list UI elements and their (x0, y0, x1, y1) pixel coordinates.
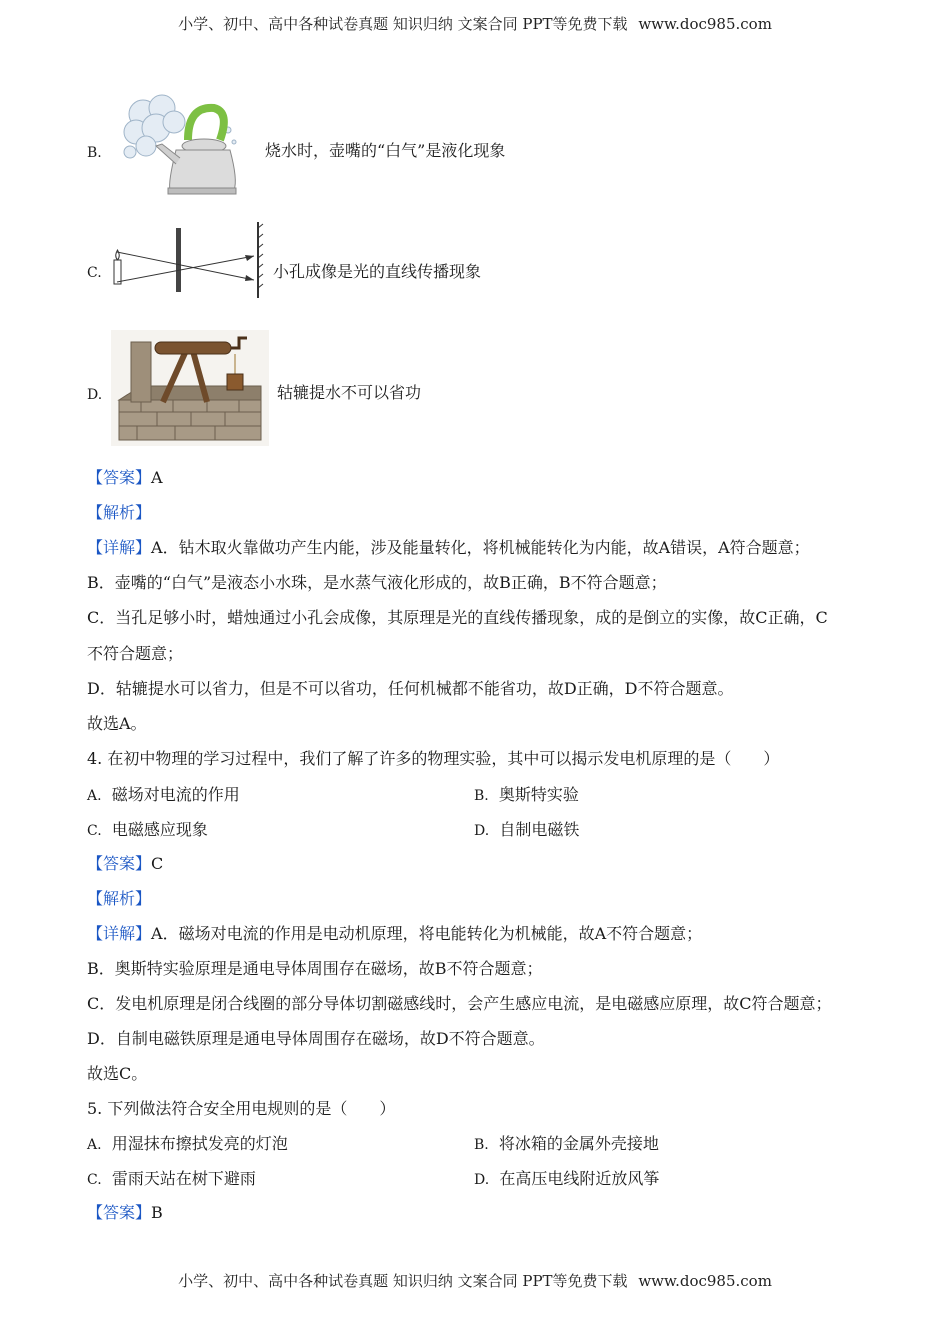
q4-analysis-tag: 【解析】 (87, 889, 152, 908)
option-label: B. (474, 788, 489, 804)
q5-answer (87, 1203, 163, 1223)
footer-url[interactable]: www.doc985.com (638, 1272, 772, 1290)
q3-detail-a (87, 538, 810, 558)
answer-tag: 【答案】 (87, 468, 152, 487)
answer-value: A (151, 468, 163, 487)
detail-text: A．钻木取火靠做功产生内能，涉及能量转化，将机械能转化为内能，故A错误，A符合题意； (151, 538, 810, 557)
option-text: 电磁感应现象 (111, 820, 208, 839)
candle-flame (116, 250, 120, 260)
q3-option-d-text: 轱辘提水不可以省功 (277, 383, 422, 402)
header-url[interactable]: www.doc985.com (638, 15, 772, 33)
q4-detail-c: C．发电机原理是闭合线圈的部分导体切割磁感线时，会产生感应电流，是电磁感应原理，故C符合题意； (87, 994, 832, 1013)
candle (114, 260, 121, 284)
detail-text: A．磁场对电流的作用是电动机原理，将电能转化为机械能，故A不符合题意； (151, 924, 703, 943)
option-text: 雷雨天站在树下避雨 (111, 1169, 256, 1188)
q3-detail-b: B．壶嘴的“白气”是液态小水珠，是水蒸气液化形成的，故B正确，B不符合题意； (87, 573, 667, 592)
option-text: 用湿抹布擦拭发亮的灯泡 (111, 1134, 288, 1153)
option-label: B. (474, 1137, 489, 1153)
q3-option-b-text: 烧水时，壶嘴的“白气”是液化现象 (265, 141, 506, 160)
light-ray-upper (117, 252, 254, 280)
option-label: C. (87, 823, 102, 839)
option-text: 在高压电线附近放风筝 (499, 1169, 660, 1188)
option-text: 将冰箱的金属外壳接地 (498, 1134, 659, 1153)
q4-detail-d: D．自制电磁铁原理是通电导体周围存在磁场，故D不符合题意。 (87, 1029, 545, 1048)
option-text: 奥斯特实验 (498, 785, 579, 804)
answer-tag: 【答案】 (87, 1203, 152, 1222)
q3-conclusion: 故选A。 (87, 714, 147, 733)
q4-detail-a (87, 924, 702, 944)
answer-tag: 【答案】 (87, 854, 152, 873)
page-footer (0, 1270, 950, 1291)
option-label: D. (474, 823, 490, 839)
q3-detail-c1: C．当孔足够小时，蜡烛通过小孔会成像，其原理是光的直线传播现象，成的是倒立的实像，故C正确，C (87, 608, 828, 627)
q5-option-c (87, 1169, 256, 1190)
option-text: 自制电磁铁 (499, 820, 580, 839)
option-text: 磁场对电流的作用 (111, 785, 240, 804)
light-ray-lower (117, 256, 254, 282)
q5-option-b (474, 1134, 659, 1155)
q4-answer (87, 854, 163, 874)
q4-detail-b: B．奥斯特实验原理是通电导体周围存在磁场，故B不符合题意； (87, 959, 543, 978)
q3-option-c-label: C. (87, 265, 102, 281)
kettle-body (170, 150, 236, 190)
q4-option-b (474, 785, 579, 806)
q3-option-b-label: B. (87, 145, 102, 161)
windlass-drum (155, 342, 231, 354)
q5-stem: 5. 下列做法符合安全用电规则的是（ ） (87, 1099, 396, 1118)
q5-option-a (87, 1134, 288, 1155)
q4-conclusion: 故选C。 (87, 1064, 148, 1083)
option-label: C. (87, 1172, 102, 1188)
arrow-head-2 (245, 255, 254, 261)
q4-option-a (87, 785, 240, 806)
option-label: A. (87, 788, 102, 804)
kettle-steam-figure (118, 90, 246, 198)
q3-option-c-text: 小孔成像是光的直线传播现象 (273, 262, 482, 281)
stone-pillar (131, 342, 151, 402)
answer-value: C (151, 854, 164, 873)
option-label: D. (474, 1172, 490, 1188)
kettle-handle (188, 108, 224, 140)
q3-answer (87, 468, 163, 488)
well-windlass-figure (111, 330, 269, 446)
pinhole-diagram (108, 222, 266, 298)
well-stone-base (119, 400, 261, 440)
q3-detail-d: D．轱辘提水可以省力，但是不可以省功，任何机械都不能省功，故D正确，D不符合题意。 (87, 679, 734, 698)
q5-option-d (474, 1169, 659, 1190)
answer-value: B (151, 1203, 163, 1222)
pinhole-board (176, 228, 181, 292)
header-text: 小学、初中、高中各种试卷真题 知识归纳 文案合同 PPT等免费下载 (178, 15, 628, 33)
q4-stem: 4. 在初中物理的学习过程中，我们了解了许多的物理实验，其中可以揭示发电机原理的是（ ） (87, 749, 780, 768)
q3-analysis-tag: 【解析】 (87, 503, 152, 522)
arrow-head-1 (245, 275, 254, 281)
detail-tag: 【详解】 (87, 924, 152, 943)
bucket (227, 374, 243, 390)
q4-option-c (87, 820, 208, 841)
footer-text: 小学、初中、高中各种试卷真题 知识归纳 文案合同 PPT等免费下载 (178, 1272, 628, 1290)
page-header (0, 13, 950, 34)
detail-tag: 【详解】 (87, 538, 152, 557)
q3-option-d-label: D. (87, 387, 103, 403)
kettle-base (168, 188, 236, 194)
option-label: A. (87, 1137, 102, 1153)
q4-option-d (474, 820, 579, 841)
q3-detail-c2: 不符合题意； (87, 644, 184, 663)
